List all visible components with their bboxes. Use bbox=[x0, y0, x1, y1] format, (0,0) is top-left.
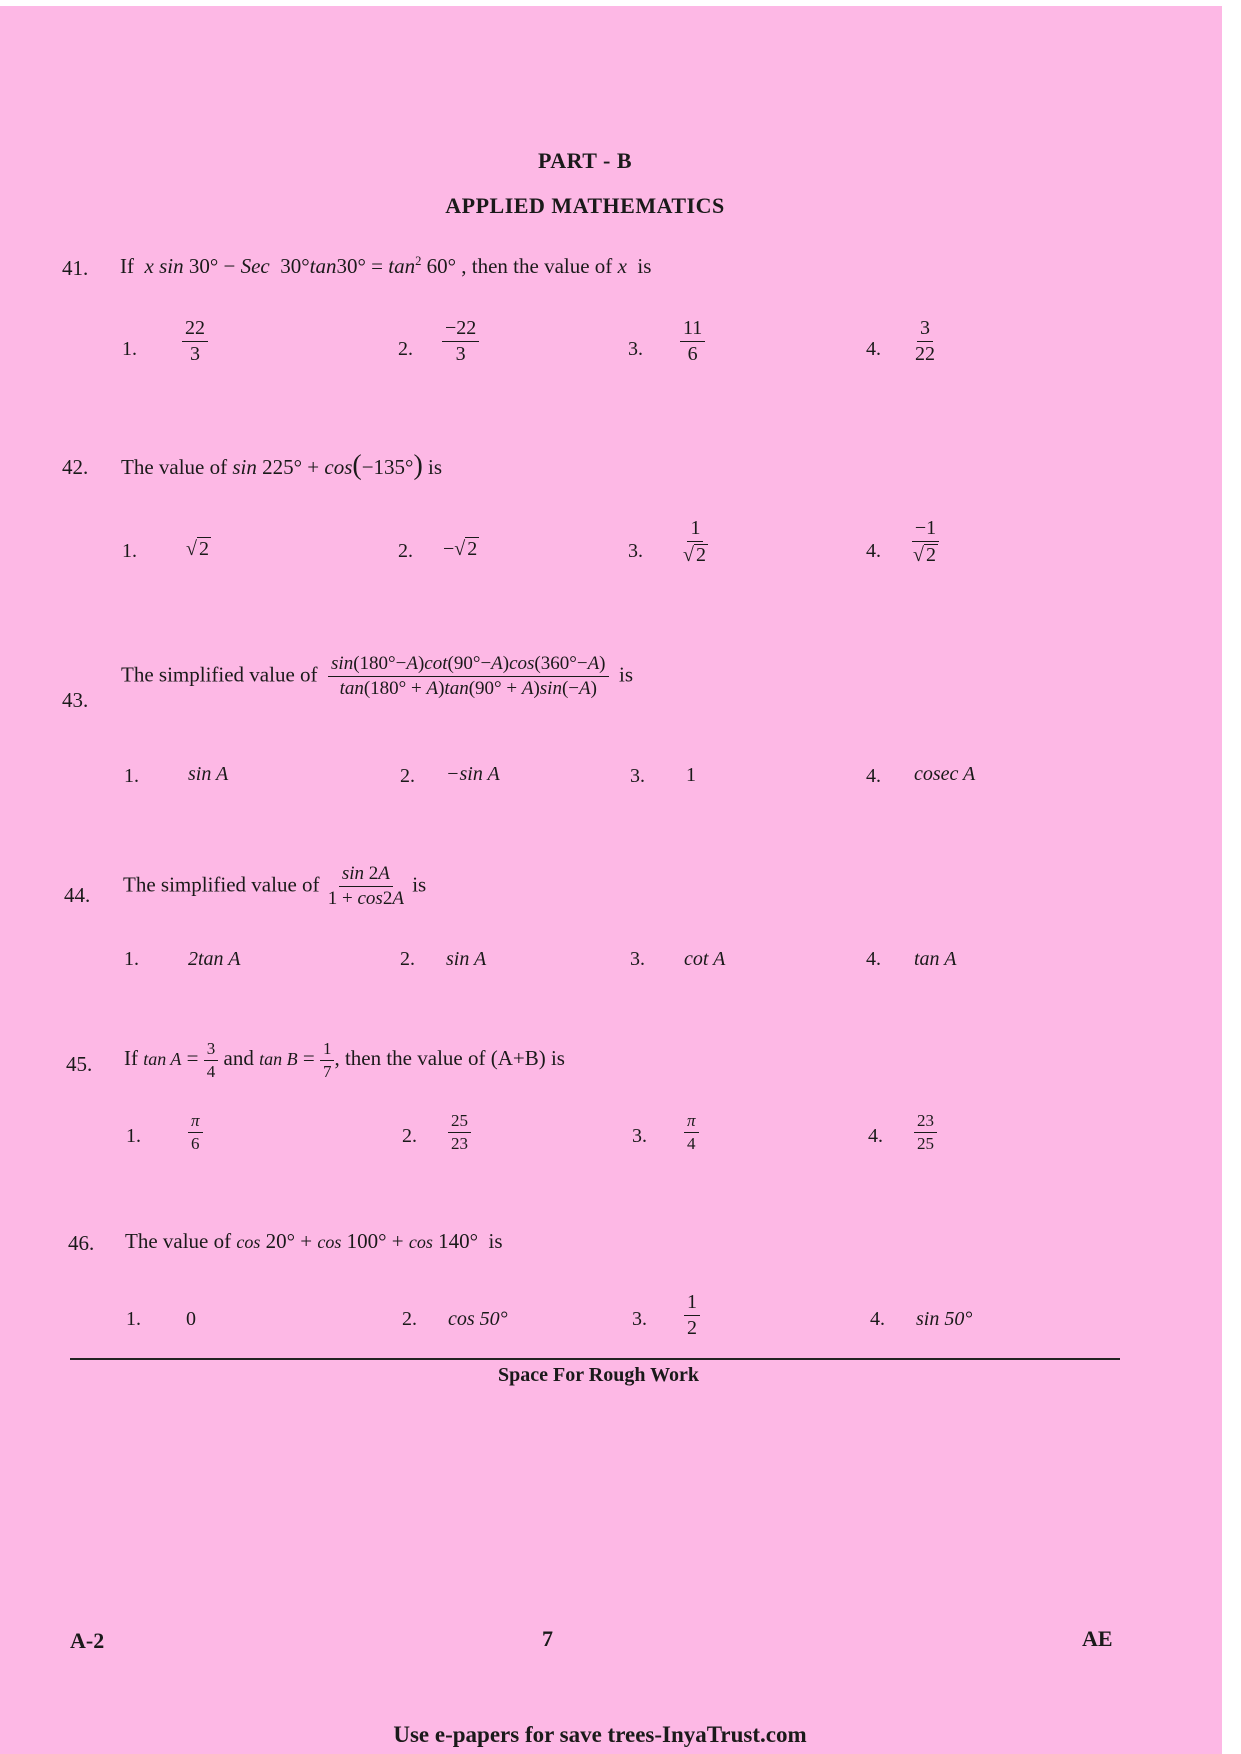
question-43-text: The simplified value of $\frac{\sin(180^\circ-A)\cot(90^\circ-A)\cos(360^\circ-A)}{\tan(180^\circ + A)\tan(90^\circ + A)\sin(-A)}$ is bbox=[121, 653, 634, 699]
q46-option-1-number: 1. bbox=[126, 1308, 141, 1330]
page-edge bbox=[1222, 0, 1241, 1754]
question-42-text: The value of sin 225° + cos(−135°) is bbox=[121, 450, 443, 481]
watermark-text: Use e-papers for save trees-InyaTrust.com bbox=[393, 1722, 807, 1747]
q44-option-3-value[interactable]: cot A bbox=[684, 948, 726, 970]
q43-option-1-value[interactable]: sin A bbox=[188, 763, 229, 785]
subject-heading: APPLIED MATHEMATICS bbox=[445, 193, 725, 218]
q46-option-4-number: 4. bbox=[870, 1308, 885, 1330]
q46-option-2-number: 2. bbox=[402, 1308, 417, 1330]
q43-option-3-number: 3. bbox=[630, 765, 645, 787]
footer-paper-code: A-2 bbox=[70, 1628, 105, 1653]
q44-option-4-value[interactable]: tan A bbox=[914, 948, 957, 970]
q43-option-1-number: 1. bbox=[124, 765, 139, 787]
q46-option-3-number: 3. bbox=[632, 1308, 647, 1330]
q45-option-4-number: 4. bbox=[868, 1125, 883, 1147]
q46-option-2-value[interactable]: cos 50° bbox=[448, 1308, 508, 1330]
footer-series-code: AE bbox=[1082, 1626, 1113, 1651]
q42-option-2-number: 2. bbox=[398, 540, 413, 562]
q42-option-1-number: 1. bbox=[122, 540, 137, 562]
q42-option-3-value[interactable]: 1 √ 2 bbox=[683, 517, 706, 566]
q43-option-4-number: 4. bbox=[866, 765, 881, 787]
q45-option-4-value[interactable]: $\frac{23}{25}$ bbox=[914, 1112, 937, 1153]
q41-option-3-number: 3. bbox=[628, 338, 643, 360]
q45-option-1-value[interactable]: $\frac{\pi}{6}$ bbox=[188, 1112, 203, 1153]
question-44-text: The simplified value of $\frac{\sin 2A}{1 + \cos 2A}$ is bbox=[123, 863, 427, 909]
q45-option-3-value[interactable]: $\frac{\pi}{4}$ bbox=[684, 1112, 699, 1153]
q43-option-3-value[interactable]: 1 bbox=[686, 764, 696, 786]
q41-option-2-value[interactable]: $\frac{-22}{3}$ bbox=[442, 318, 479, 365]
q43-option-2-value[interactable]: −sin A bbox=[446, 763, 500, 785]
q43-option-2-number: 2. bbox=[400, 765, 415, 787]
question-43-number: 43. bbox=[62, 688, 89, 712]
q41-option-1-number: 1. bbox=[122, 338, 137, 360]
q44-option-2-value[interactable]: sin A bbox=[446, 948, 487, 970]
q46-option-3-value[interactable]: $\frac{1}{2}$ bbox=[684, 1292, 700, 1339]
q41-option-4-number: 4. bbox=[866, 338, 881, 360]
question-46-text: The value of cos 20° + cos 100° + cos 140° is bbox=[125, 1229, 503, 1253]
q45-option-1-number: 1. bbox=[126, 1125, 141, 1147]
part-heading: PART - B bbox=[537, 148, 633, 173]
q42-option-3-number: 3. bbox=[628, 540, 643, 562]
q44-option-2-number: 2. bbox=[400, 948, 415, 970]
q42-option-4-value[interactable]: −1 √ 2 bbox=[910, 518, 941, 566]
rough-work-divider bbox=[70, 1358, 1120, 1360]
q42-option-2-value[interactable]: −√ 2 bbox=[443, 538, 478, 560]
q44-option-4-number: 4. bbox=[866, 948, 881, 970]
q45-option-2-value[interactable]: $\frac{25}{23}$ bbox=[448, 1112, 471, 1153]
q43-option-4-value[interactable]: cosec A bbox=[914, 763, 976, 785]
q41-option-2-number: 2. bbox=[398, 338, 413, 360]
question-46-number: 46. bbox=[68, 1231, 95, 1255]
question-45-text: If tan A = $\frac{3}{4}$ and tan B = $\frac{1}{7}$ , then the value of (A+B) is bbox=[124, 1039, 565, 1081]
q44-option-1-number: 1. bbox=[124, 948, 139, 970]
q45-option-3-number: 3. bbox=[632, 1125, 647, 1147]
question-41-number: 41. bbox=[62, 256, 89, 280]
q46-option-4-value[interactable]: sin 50° bbox=[916, 1308, 973, 1330]
q44-option-1-value[interactable]: 2tan A bbox=[188, 948, 241, 970]
question-45-number: 45. bbox=[66, 1052, 93, 1076]
footer-page-number: 7 bbox=[542, 1626, 553, 1651]
question-42-number: 42. bbox=[62, 455, 89, 479]
q42-option-1-value[interactable]: √ 2 bbox=[186, 538, 209, 560]
q46-option-1-value[interactable]: 0 bbox=[186, 1308, 196, 1330]
q45-option-2-number: 2. bbox=[402, 1125, 417, 1147]
q44-option-3-number: 3. bbox=[630, 948, 645, 970]
q41-option-1-value[interactable]: $\frac{22}{3}$ bbox=[182, 318, 208, 365]
question-41-text: If x sin 30° − Sec $30^\circ\tan 30^\circ = \tan^2 60^\circ$ , then the value of x is bbox=[120, 254, 652, 278]
rough-work-label: Space For Rough Work bbox=[498, 1364, 699, 1386]
q41-option-4-value[interactable]: $\frac{3}{22}$ bbox=[915, 317, 935, 365]
question-44-number: 44. bbox=[64, 883, 91, 907]
q42-option-4-number: 4. bbox=[866, 540, 881, 562]
q41-option-3-value[interactable]: $\frac{11}{6}$ bbox=[680, 318, 705, 365]
